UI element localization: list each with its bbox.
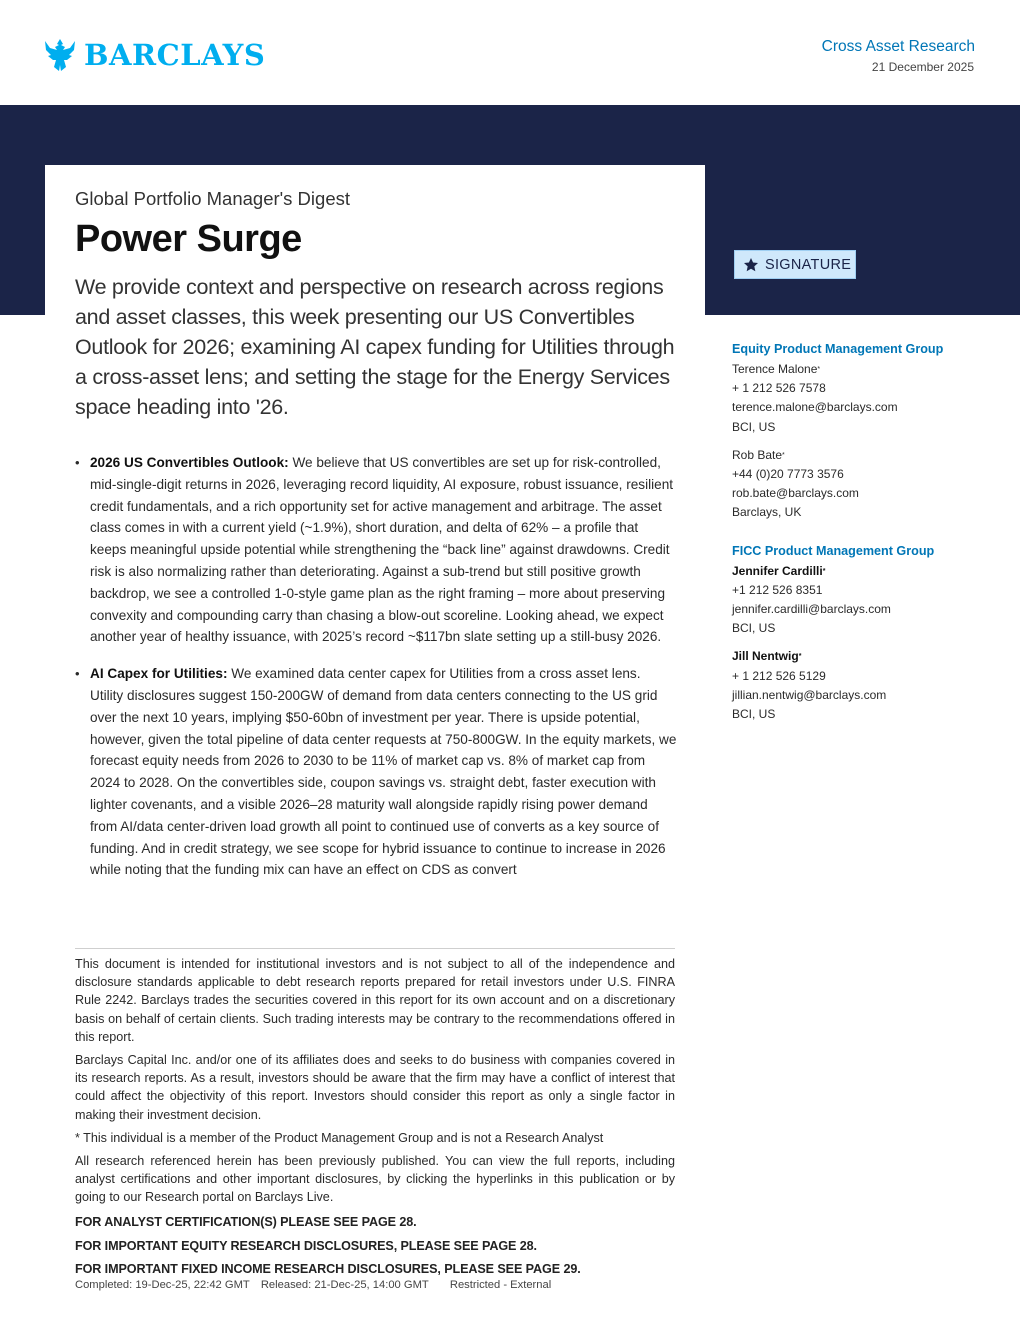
contact-email[interactable]: jennifer.cardilli@barclays.com bbox=[732, 602, 891, 617]
fixed-income-disclosures-link[interactable]: FOR IMPORTANT FIXED INCOME RESEARCH DISCLOSURES, PLEASE SEE PAGE 29. bbox=[75, 1262, 581, 1277]
disclaimer-section bbox=[75, 948, 675, 1293]
contact-entity: BCI, US bbox=[732, 621, 776, 636]
bullet-ai-capex bbox=[75, 663, 677, 881]
signature-badge bbox=[734, 250, 856, 279]
restriction-label: Restricted - External bbox=[449, 1279, 552, 1292]
summary-bullets bbox=[75, 452, 677, 881]
contact-card bbox=[732, 647, 992, 724]
contact-email[interactable]: rob.bate@barclays.com bbox=[732, 486, 859, 501]
bullet-heading[interactable]: AI Capex for Utilities: bbox=[90, 666, 228, 682]
contacts-sidebar bbox=[732, 340, 992, 733]
completed-timestamp: Completed: 19-Dec-25, 22:42 GMT bbox=[75, 1279, 250, 1292]
contact-name: Terence Malone* bbox=[732, 362, 821, 376]
bullet-heading[interactable]: 2026 US Convertibles Outlook: bbox=[90, 455, 289, 470]
eagle-icon bbox=[44, 38, 76, 72]
bullet-marker: • bbox=[75, 666, 80, 682]
contact-card bbox=[732, 360, 992, 437]
series-name: Global Portfolio Manager's Digest bbox=[75, 188, 350, 209]
group-title-ficc: FICC Product Management Group bbox=[732, 543, 935, 558]
contact-name: Jill Nentwig* bbox=[732, 649, 802, 664]
contact-phone: + 1 212 526 7578 bbox=[732, 381, 826, 396]
disclaimer-paragraph: This document is intended for institutional investors and is not subject to all of the independence and disclosure standards applicable to debt research reports prepared for retail investors under U.S. FINRA Rule 2242. Barclays trades the securities covered in this report for its own account and on a discretionary basis on behalf of certain clients. Such trading interests may be contrary to the recommendations offered in this report. bbox=[75, 957, 675, 1044]
equity-disclosures-link[interactable]: FOR IMPORTANT EQUITY RESEARCH DISCLOSURES, PLEASE SEE PAGE 28. bbox=[75, 1238, 537, 1253]
intro-summary: We provide context and perspective on research across regions and asset classes, this week presenting our US Convertibles Outlook for 2026; examining AI capex funding for Utilities through a cross-asset lens; and setting the stage for the Energy Services space heading into '26. bbox=[75, 275, 675, 419]
contact-phone: +44 (0)20 7773 3576 bbox=[732, 467, 844, 482]
pmg-note: * This individual is a member of the Product Management Group and is not a Research Analyst bbox=[75, 1130, 604, 1145]
brand-name: BARCLAYS bbox=[84, 38, 266, 72]
contact-entity: BCI, US bbox=[732, 419, 776, 434]
contact-entity: Barclays, UK bbox=[732, 505, 802, 520]
contact-card bbox=[732, 562, 992, 639]
report-type: Cross Asset Research bbox=[821, 38, 975, 55]
contact-phone: +1 212 526 8351 bbox=[732, 582, 823, 597]
contact-entity: BCI, US bbox=[732, 707, 776, 722]
contact-email[interactable]: terence.malone@barclays.com bbox=[732, 400, 898, 415]
star-icon bbox=[743, 257, 759, 273]
contact-name: Jennifer Cardilli* bbox=[732, 563, 826, 578]
bullet-marker: • bbox=[75, 455, 80, 470]
barclays-logo bbox=[44, 38, 265, 72]
contact-name: Rob Bate* bbox=[732, 447, 785, 462]
contact-phone: + 1 212 526 5129 bbox=[732, 668, 826, 683]
signature-label: SIGNATURE bbox=[765, 256, 852, 273]
disclaimer-paragraph: All research referenced herein has been previously published. You can view the full reports, including analyst certifications and other important disclosures, by clicking the hyperlinks in this publication or by going to our Research portal on Barclays Live. bbox=[75, 1153, 675, 1205]
bullet-text: We believe that US convertibles are set up for risk-controlled, mid-single-digit returns in 2026, leveraging record liquidity, AI exposure, robust issuance, resilient credit fundamentals, and a rich opportunity set for active management and arbitrage. The asset class comes in with a current yield (~1.9%), short duration, and delta of 62% – a profile that keeps meaningful upside potential while strengthening the “back line” against drawdowns. Credit risk is also normalizing rather than deteriorating. Against a sub-trend but still positive growth backdrop, we see a controlled 1-0-style game plan as the right framing – more about preserving convexity and compounding carry than chasing a blow-out scoreline. Looking ahead, we expect another year of healthy issuance, with 2025’s record ~$117bn slate setting up a still-busy 2026. bbox=[90, 455, 674, 645]
analyst-certification-link[interactable]: FOR ANALYST CERTIFICATION(S) PLEASE SEE PAGE 28. bbox=[75, 1215, 417, 1230]
bullet-convertibles bbox=[75, 452, 677, 648]
contact-card bbox=[732, 446, 992, 523]
bullet-text: We examined data center capex for Utilities from a cross asset lens. Utility disclosures suggest 150-200GW of demand from data centers connecting to the US grid over the next 10 years, implying $50-60bn of investment per year. There is upside potential, however, given the total pipeline of data center requests at 750-800GW. In the equity markets, we forecast equity needs from 2026 to 2030 to be 11% of market cap vs. 8% of market cap from 2024 to 2028. On the convertibles side, coupon savings vs. straight debt, faster execution with lighter covenants, and a visible 2026–28 maturity wall alongside rapidly rising power demand from AI/data center-driven load growth all point to continued use of converts as a key source of funding. And in credit strategy, we see scope for hybrid issuance to continue to increase in 2026 while noting that the funding mix can have an effect on CDS as convert bbox=[90, 666, 677, 878]
publication-meta bbox=[75, 1278, 675, 1293]
contact-email[interactable]: jillian.nentwig@barclays.com bbox=[732, 687, 887, 702]
report-date: 21 December 2025 bbox=[871, 60, 974, 74]
disclaimer-paragraph: Barclays Capital Inc. and/or one of its affiliates does and seeks to do business with companies covered in its research reports. As a result, investors should be aware that the firm may have a conflict of interest that could affect the objectivity of this report. Investors should consider this report as only a single factor in making their investment decision. bbox=[75, 1053, 675, 1122]
released-timestamp: Released: 21-Dec-25, 14:00 GMT bbox=[260, 1279, 429, 1292]
group-title-equity: Equity Product Management Group bbox=[732, 342, 944, 356]
page-title: Power Surge bbox=[75, 218, 302, 260]
